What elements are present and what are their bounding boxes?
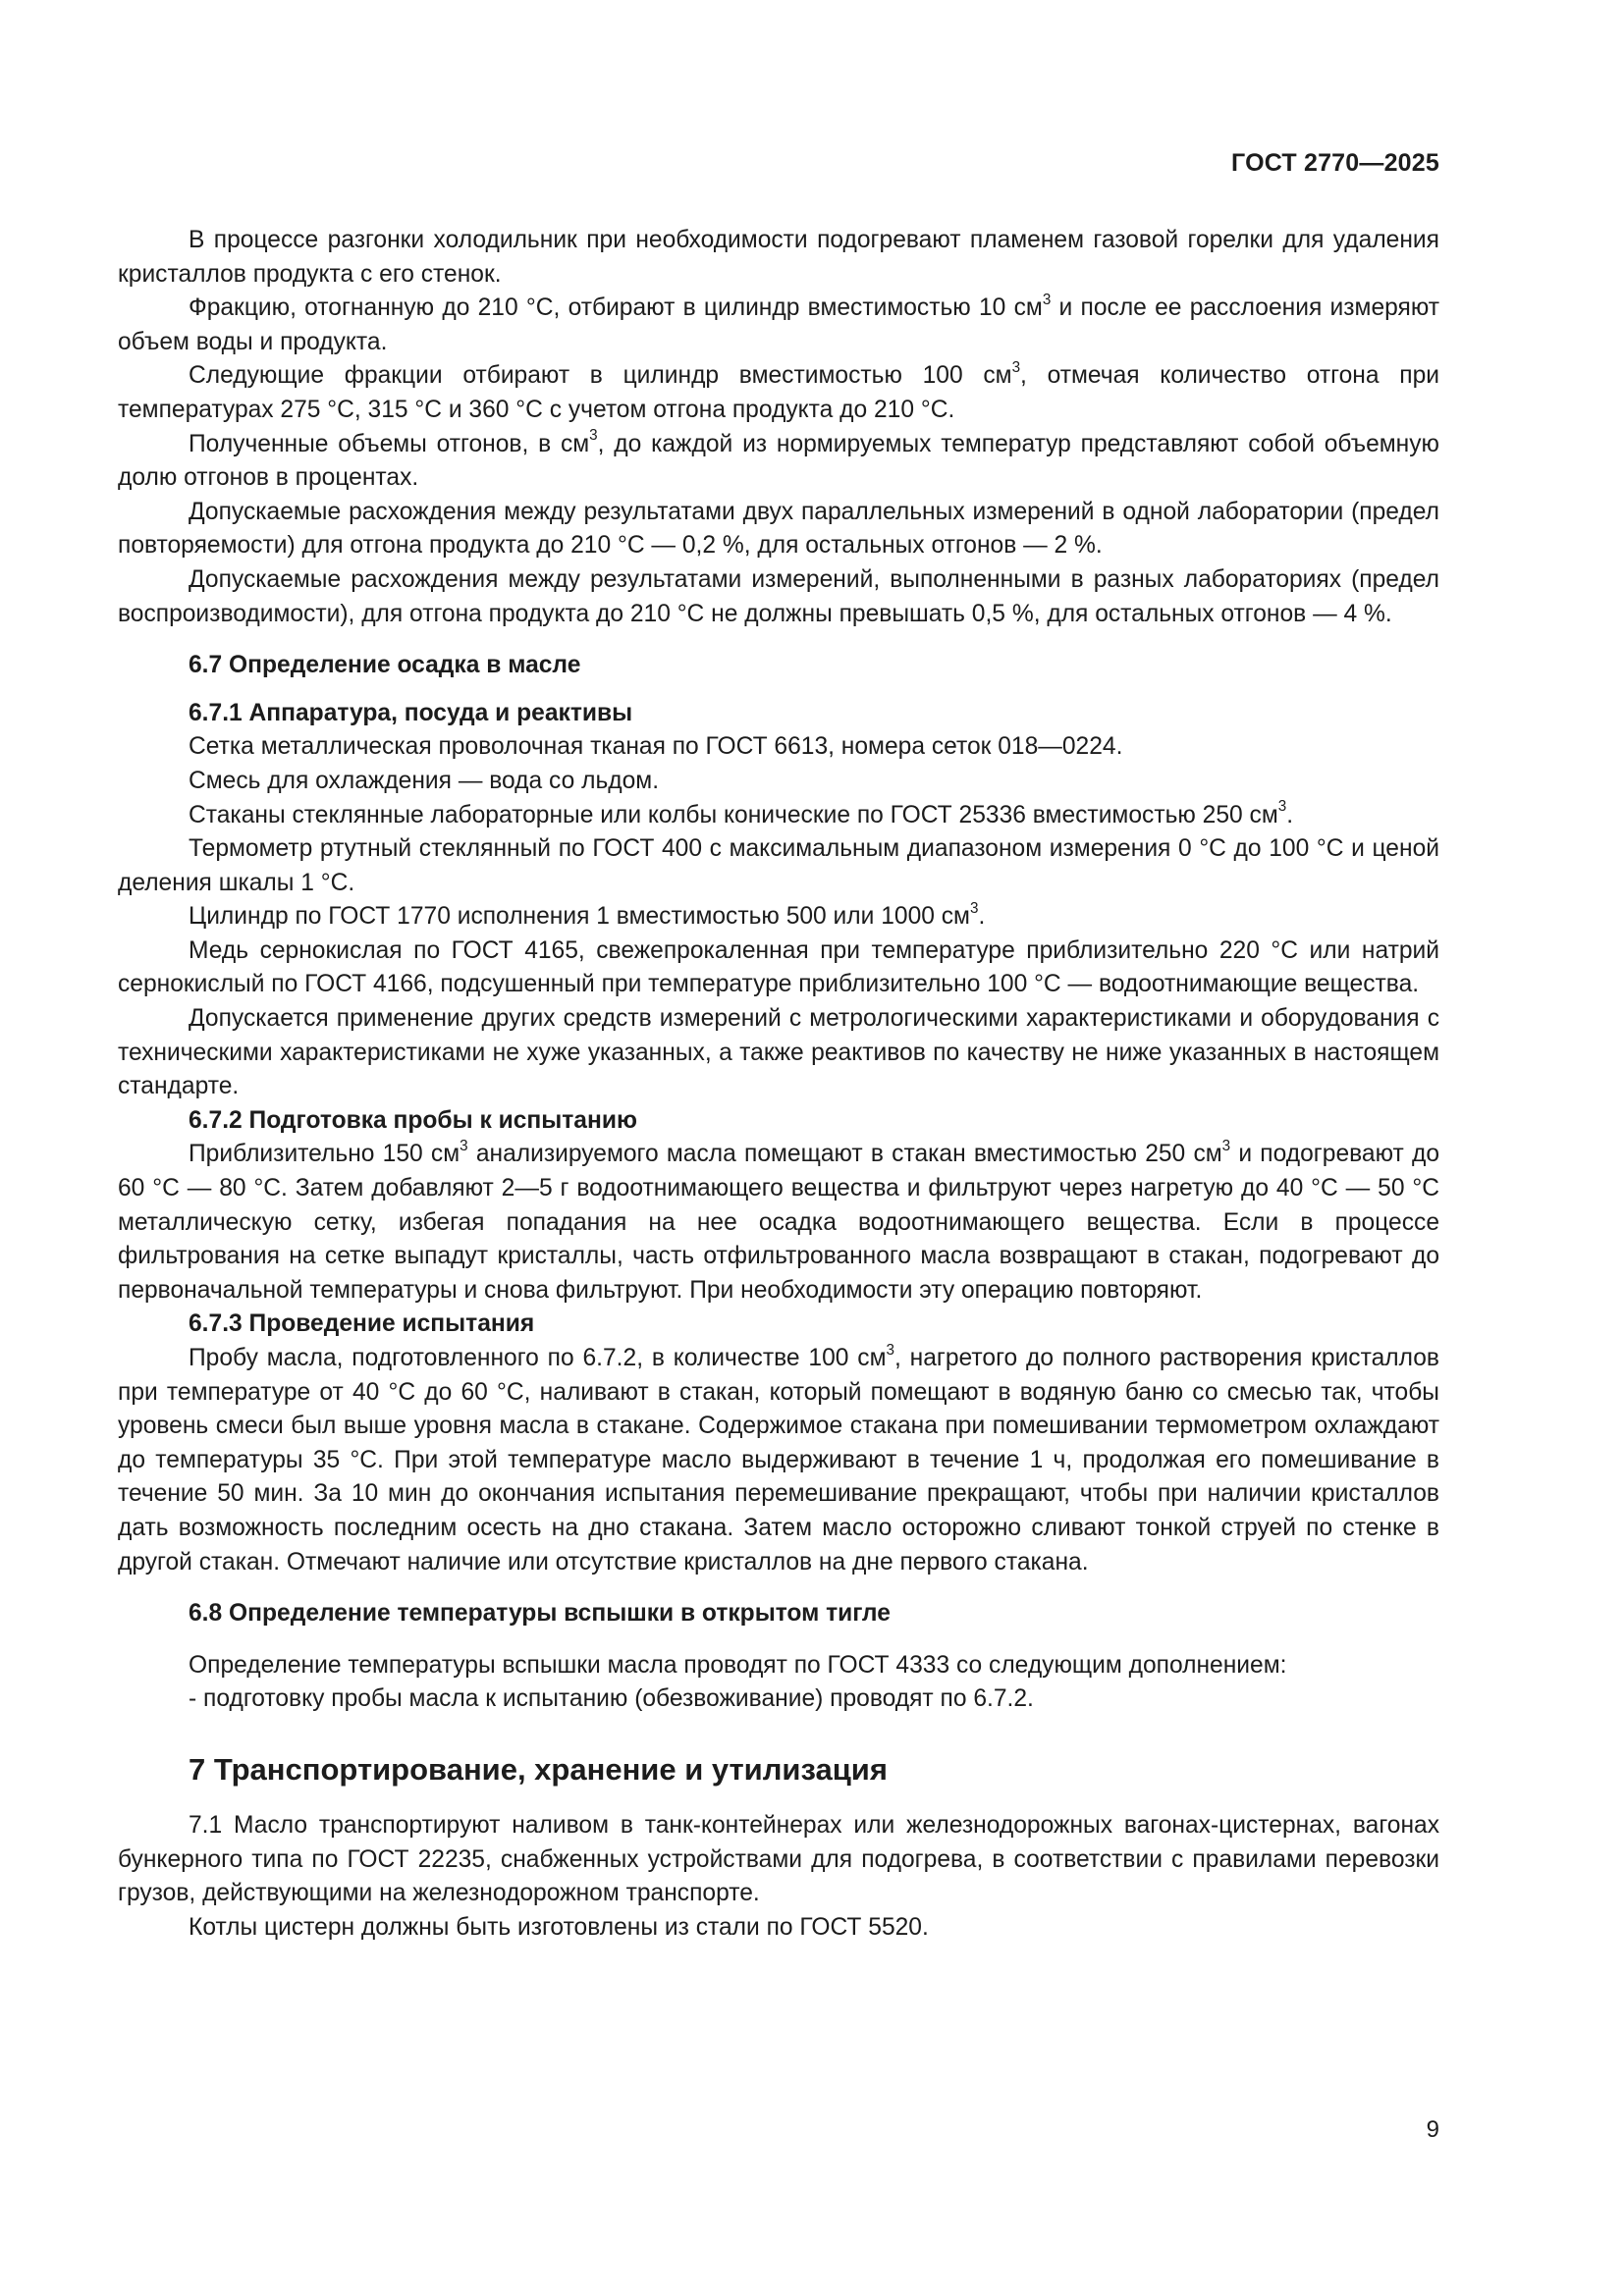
paragraph: Цилиндр по ГОСТ 1770 исполнения 1 вместимостью 500 или 1000 $см^3$.	[189, 899, 986, 931]
superscript: 3	[589, 427, 598, 445]
paragraph: Полученные объемы отгонов, в $см^3$, до каждой из нормируемых температур представляют собой объемную долю отгонов в процентах.	[118, 427, 1439, 492]
paragraph: Определение температуры вспышки масла проводят по ГОСТ 4333 со следующим дополнением:	[189, 1651, 1287, 1679]
paragraph: Медь сернокислая по ГОСТ 4165, свежепрокаленная при температуре приблизительно 220 °С или натрий сернокислый по ГОСТ 4166, подсушенный при температуре приблизительно 100 °С — водоотнимающие вещества.	[118, 936, 1439, 998]
page-number: 9	[1426, 2116, 1439, 2143]
superscript: 3	[969, 899, 979, 917]
section-title-7: 7 Транспортирование, хранение и утилизация	[189, 1751, 888, 1787]
document-header-id: ГОСТ 2770—2025	[1231, 149, 1439, 177]
superscript: 3	[1011, 358, 1021, 376]
document-body	[118, 224, 1439, 1945]
paragraph: Сетка металлическая проволочная тканая по ГОСТ 6613, номера сеток 018—0224.	[189, 733, 1123, 761]
superscript: 3	[1277, 798, 1287, 816]
paragraph: Следующие фракции отбирают в цилиндр вместимостью 100 $см^3$, отмечая количество отгона при температурах 275 °С, 315 °С и 360 °С с учетом отгона продукта до 210 °С.	[118, 358, 1439, 423]
subsection-heading-6-7-3: 6.7.3 Проведение испытания	[189, 1310, 535, 1338]
section-heading-6-7: 6.7 Определение осадка в масле	[189, 652, 581, 679]
section-heading-6-8: 6.8 Определение температуры вспышки в открытом тигле	[189, 1600, 891, 1628]
subsection-heading-6-7-2: 6.7.2 Подготовка пробы к испытанию	[189, 1106, 637, 1134]
list-item: - подготовку пробы масла к испытанию (обезвоживание) проводят по 6.7.2.	[189, 1685, 1034, 1713]
subsection-heading-6-7-1: 6.7.1 Аппаратура, посуда и реактивы	[189, 699, 633, 726]
superscript: 3	[1042, 291, 1052, 308]
paragraph: Допускаемые расхождения между результатами измерений, выполненными в разных лабораториях (предел воспроизводимости), для отгона продукта до 210 °С не должны превышать 0,5 %, для остальных отгонов — 4 %.	[118, 565, 1439, 627]
paragraph: Фракцию, отогнанную до 210 °С, отбирают в цилиндр вместимостью 10 $см^3$ и после ее расслоения измеряют объем воды и продукта.	[118, 291, 1440, 355]
paragraph: В процессе разгонки холодильник при необходимости подогревают пламенем газовой горелки для удаления кристаллов продукта с его стенок.	[118, 227, 1439, 288]
superscript: 3	[460, 1137, 468, 1154]
superscript: 3	[886, 1341, 894, 1359]
paragraph: Допускается применение других средств измерений с метрологическими характеристиками и оборудования с техническими характеристиками не хуже указанных, а также реактивов по качеству не ниже указанных в настоящем стандарте.	[118, 1005, 1439, 1100]
paragraph: Допускаемые расхождения между результатами двух параллельных измерений в одной лаборатории (предел повторяемости) для отгона продукта до 210 °С — 0,2 %, для остальных отгонов — 2 %.	[118, 498, 1439, 560]
superscript: 3	[1221, 1137, 1231, 1154]
paragraph: Пробу масла, подготовленного по 6.7.2, в количестве 100 $см^3$, нагретого до полного растворения кристаллов при температуре от 40 °С до 60 °С, наливают в стакан, который помещают в водяную баню со смесью так, чтобы уровень смеси был выше уровня масла в стакане. Содержимое стакана при помешивании термометром охлаждают до температуры 35 °С. При этой температуре масло выдерживают в течение 1 ч, продолжая его помешивание в течение 50 мин. За 10 мин до окончания испытания перемешивание прекращают, чтобы при наличии кристаллов дать возможность последним осесть на дно стакана. Затем масло осторожно сливают тонкой струей по стенке в другой стакан. Отмечают наличие или отсутствие кристаллов на дне первого стакана.	[118, 1341, 1439, 1575]
paragraph: Стаканы стеклянные лабораторные или колбы конические по ГОСТ 25336 вместимостью 250 $см^3$.	[189, 798, 1294, 828]
paragraph: Смесь для охлаждения — вода со льдом.	[189, 767, 660, 794]
paragraph: Термометр ртутный стеклянный по ГОСТ 400 с максимальным диапазоном измерения 0 °С до 100 °С и ценой деления шкалы 1 °С.	[118, 835, 1439, 896]
paragraph: Котлы цистерн должны быть изготовлены из стали по ГОСТ 5520.	[189, 1913, 929, 1941]
paragraph: 7.1 Масло транспортируют наливом в танк-контейнерах или железнодорожных вагонах-цистернах, вагонах бункерного типа по ГОСТ 22235, снабженных устройствами для подогрева, в соответствии с правилами перевозки грузов, действующими на железнодорожном транспорте.	[118, 1811, 1439, 1907]
paragraph: Приблизительно 150 $см^3$ анализируемого масла помещают в стакан вместимостью 250 $см^3$ и подогревают до 60 °С — 80 °С. Затем добавляют 2—5 г водоотнимающего вещества и фильтруют через нагретую до 40 °С — 50 °С металлическую сетку, избегая попадания на нее осадка водоотнимающего вещества. Если в процессе фильтрования на сетке выпадут кристаллы, часть отфильтрованного масла возвращают в стакан, подогревают до первоначальной температуры и снова фильтруют. При необходимости эту операцию повторяют.	[118, 1137, 1439, 1304]
